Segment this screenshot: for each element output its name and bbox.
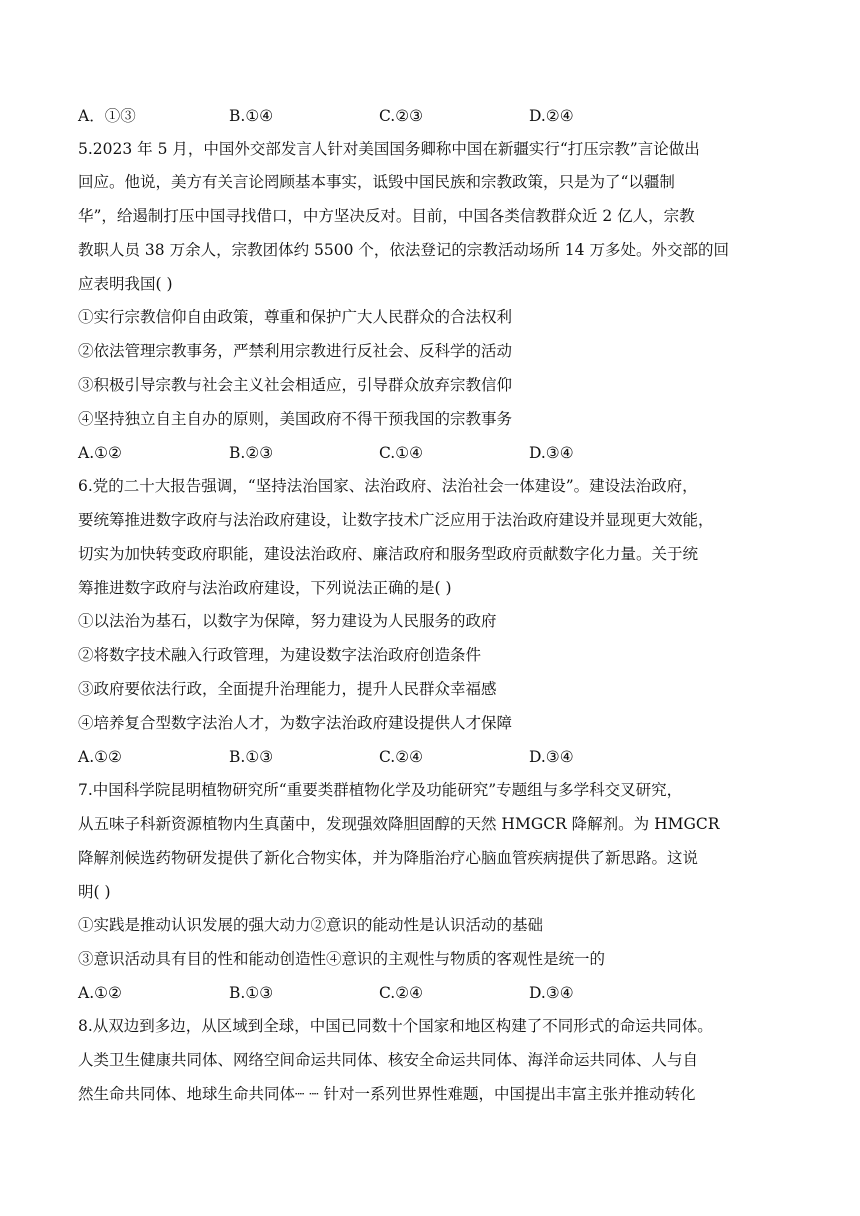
- q5-option-c[interactable]: C.①④: [379, 444, 424, 462]
- q6-option-a[interactable]: A.①②: [78, 748, 122, 766]
- q7-option-d[interactable]: D.③④: [529, 984, 574, 1002]
- q5-stem-line-4: 教职人员 38 万余人，宗教团体约 5500 个，依法登记的宗教活动场所 14 万多处。外交部的回: [78, 241, 729, 259]
- q6-statement-1: ①以法治为基石，以数字为保障，努力建设为人民服务的政府: [78, 612, 497, 630]
- q5-statement-4: ④坚持独立自主自办的原则，美国政府不得干预我国的宗教事务: [78, 410, 513, 428]
- q5-stem-line-2: 回应。他说，美方有关言论罔顾基本事实，诋毁中国民族和宗教政策，只是为了“以疆制: [78, 173, 675, 191]
- q5-option-a[interactable]: A.①②: [78, 444, 122, 462]
- q6-statement-3: ③政府要依法行政，全面提升治理能力，提升人民群众幸福感: [78, 680, 497, 698]
- q6-stem-line-2: 要统筹推进数字政府与法治政府建设，让数字技术广泛应用于法治政府建设并显现更大效能，: [78, 511, 714, 529]
- q7-option-a[interactable]: A.①②: [78, 984, 122, 1002]
- q6-statement-2: ②将数字技术融入行政管理，为建设数字法治政府创造条件: [78, 646, 482, 664]
- q5-statement-2: ②依法管理宗教事务，严禁利用宗教进行反社会、反科学的活动: [78, 342, 513, 360]
- q7-statement-2: ③意识活动具有目的性和能动创造性④意识的主观性与物质的客观性是统一的: [78, 950, 606, 968]
- q4-options: [78, 106, 778, 126]
- q7-stem-line-4: 明( ): [78, 883, 111, 901]
- q5-statement-1: ①实行宗教信仰自由政策，尊重和保护广大人民群众的合法权利: [78, 308, 513, 326]
- q6-option-d[interactable]: D.③④: [529, 748, 574, 766]
- q7-options: [78, 983, 778, 1003]
- q5-option-b[interactable]: B.②③: [229, 444, 274, 462]
- q6-options: [78, 747, 778, 767]
- q5-stem-line-3: 华”，给遏制打压中国寻找借口，中方坚决反对。目前，中国各类信教群众近 2 亿人，宗教: [78, 207, 695, 225]
- q4-option-b[interactable]: B.①④: [229, 107, 274, 125]
- q7-stem-line-1: 7.中国科学院昆明植物研究所“重要类群植物化学及功能研究”专题组与多学科交叉研究，: [78, 781, 683, 799]
- q7-option-c[interactable]: C.②④: [379, 984, 424, 1002]
- q6-statement-4: ④培养复合型数字法治人才，为数字法治政府建设提供人才保障: [78, 714, 513, 732]
- q4-option-d[interactable]: D.②④: [529, 107, 574, 125]
- q8-stem-line-3: 然生命共同体、地球生命共同体┈ ┈ 针对一系列世界性难题，中国提出丰富主张并推动转化: [78, 1085, 696, 1103]
- q5-statement-3: ③积极引导宗教与社会主义社会相适应，引导群众放弃宗教信仰: [78, 376, 513, 394]
- q8-stem-line-1: 8.从双边到多边，从区域到全球，中国已同数十个国家和地区构建了不同形式的命运共同体。: [78, 1017, 713, 1035]
- q6-option-c[interactable]: C.②④: [379, 748, 424, 766]
- q6-stem-line-4: 筹推进数字政府与法治政府建设，下列说法正确的是( ): [78, 579, 452, 597]
- q7-stem-line-3: 降解剂候选药物研发提供了新化合物实体，并为降脂治疗心脑血管疾病提供了新思路。这说: [78, 849, 699, 867]
- q6-option-b[interactable]: B.①③: [229, 748, 274, 766]
- q4-option-a[interactable]: A．①③: [78, 107, 136, 125]
- q5-stem-line-1: 5.2023 年 5 月，中国外交部发言人针对美国国务卿称中国在新疆实行“打压宗教”言论做出: [78, 140, 700, 158]
- q7-statement-1: ①实践是推动认识发展的强大动力②意识的能动性是认识活动的基础: [78, 916, 544, 934]
- q6-stem-line-3: 切实为加快转变政府职能，建设法治政府、廉洁政府和服务型政府贡献数字化力量。关于统: [78, 545, 699, 563]
- q7-option-b[interactable]: B.①③: [229, 984, 274, 1002]
- q5-stem-line-5: 应表明我国( ): [78, 275, 173, 293]
- q7-stem-line-2: 从五味子科新资源植物内生真菌中，发现强效降胆固醇的天然 HMGCR 降解剂。为 HMGCR: [78, 815, 720, 833]
- q5-option-d[interactable]: D.③④: [529, 444, 574, 462]
- q6-stem-line-1: 6.党的二十大报告强调，“坚持法治国家、法治政府、法治社会一体建设”。建设法治政府，: [78, 477, 698, 495]
- q8-stem-line-2: 人类卫生健康共同体、网络空间命运共同体、核安全命运共同体、海洋命运共同体、人与自: [78, 1051, 699, 1069]
- q5-options: [78, 443, 778, 463]
- q4-option-c[interactable]: C.②③: [379, 107, 424, 125]
